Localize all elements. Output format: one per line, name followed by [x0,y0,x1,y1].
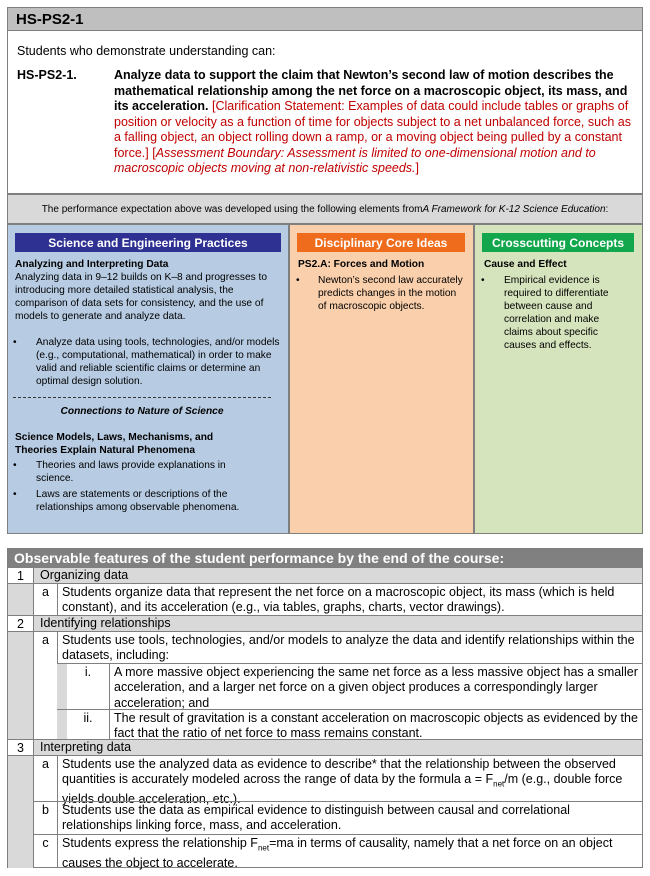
nos-bullet: Theories and laws provide explanations in science. [36,460,226,484]
item-text: Students organize data that represent the net force on a macroscopic object, its mass (which is held constant), and its acceleration (e.g., via tables, graphs, charts, vector drawings). [57,584,642,615]
item-letter: b [33,802,57,834]
item-row [33,801,642,834]
framework-note [7,194,643,224]
framework-note-text: The performance expectation above was developed using the following elements from [41,203,423,215]
item-letter: a [33,584,57,615]
subitem-text: The result of gravitation is a constant acceleration on macroscopic objects as evidenced by the fact that the ratio of net force to mass remains constant. [109,710,642,740]
section-label: Identifying relationships [33,616,642,632]
section-row [8,739,642,755]
dci-bullet-marker: • [296,275,300,286]
subitem-row [57,663,642,709]
item-letter: c [33,835,57,868]
subitem-numeral: ii. [83,711,93,725]
connections-nos: Connections to Nature of Science [60,406,224,417]
item-text [57,835,642,868]
pe-code: HS-PS2-1. [17,68,77,82]
item-text-part: =ma in terms of causality, namely that a net force on an object causes the object to accelerate. [62,836,613,870]
row-gutter [8,756,33,868]
item-text-part: /m (e.g., double force yields double acceleration, etc.). [62,772,623,807]
sep-description: Analyzing data in 9–12 builds on K–8 and progresses to introducing more detailed statistical analysis, the comparison of data sets for consistency, and the use of models to generate and analyze data. [15,272,268,322]
section-number: 2 [17,617,24,631]
sep-divider [13,397,271,398]
boundary-open: [ [152,145,156,160]
framework-note-end: : [605,203,609,215]
section-number: 1 [17,569,24,583]
sep-column [7,224,289,534]
item-text [57,756,642,807]
item-row [8,583,642,615]
dci-title: PS2.A: Forces and Motion [298,259,425,270]
boundary-close: ] [415,161,420,175]
item-letter: a [33,632,57,740]
dci-column [289,224,474,534]
cc-header: Crosscutting Concepts [482,233,634,252]
dci-bullet: Newton’s second law accurately predicts changes in the motion of macroscopic objects. [318,275,463,312]
item-row [8,631,642,663]
cc-bullet: Empirical evidence is required to differentiate between cause and correlation and make claims about specific causes and effects. [504,275,609,351]
sep-bullet: Analyze data using tools, technologies, and/or models (e.g., computational, mathematical) in order to make valid and reliable scientific claims or determine an optimal design solution. [36,337,280,387]
intro-text: Students who demonstrate understanding can: [17,44,276,58]
clarification-statement: [Clarification Statement: Examples of data could include tables or graphs of position or velocity as a function of time for objects subject to a net unbalanced force, such as a falling object, an object rolling down a ramp, or a moving object being pulled by a constant force.] [114,99,631,160]
section-label: Interpreting data [33,740,642,756]
assessment-boundary: Assessment Boundary: Assessment is limited to one-dimensional motion and to macroscopic objects moving at non-relativistic speeds. [114,145,596,175]
pe-statement: Analyze data to support the claim that Newton’s second law of motion describes the mathematical relationship among the net force on a macroscopic object, its mass, and its acceleration. [114,68,628,113]
sep-bullet-marker: • [13,337,17,348]
section-number: 3 [17,741,24,755]
item-text: Students use the data as empirical evidence to distinguish between causal and correlational relationships linking force, mass, and acceleration. [57,802,642,834]
section-label: Organizing data [33,568,642,584]
standard-code-header [7,7,643,31]
item-letter: a [33,756,57,801]
row-gutter [8,584,33,615]
nos-bullet: Laws are statements or descriptions of the relationships among observable phenomena. [36,489,240,513]
pe-statement-block [114,68,634,177]
performance-expectation-box [7,31,643,194]
sep-header: Science and Engineering Practices [15,233,281,252]
observable-features-title: Observable features of the student performance by the end of the course: [8,549,642,567]
subitem-numeral: i. [84,665,92,679]
item-row [33,834,642,870]
observable-features-table [7,548,643,868]
nos-bullet-marker: • [13,460,17,471]
cc-column [474,224,643,534]
subitem-row [57,709,642,739]
item-row [8,755,642,807]
net-subscript: net [493,779,505,789]
net-subscript: net [257,843,270,853]
subitem-text: A more massive object experiencing the same net force as a less massive object has a smaller acceleration, and a larger net force on a given object produces a correspondingly larger acceleration; and [109,664,642,709]
item-text-part: Students use the analyzed data as evidence to describe* that the relationship between the observed quantities is accurately modeled across the range of data by the formula a = F [62,757,616,787]
section-row [8,615,642,631]
dci-header: Disciplinary Core Ideas [297,233,465,252]
sep-title: Analyzing and Interpreting Data [15,259,169,270]
cc-title: Cause and Effect [484,259,567,270]
nos-title: Science Models, Laws, Mechanisms, and Theories Explain Natural Phenomena [15,432,214,456]
section-row [8,567,642,583]
row-gutter [8,632,33,740]
framework-source: A Framework for K-12 Science Education [422,203,606,215]
item-text-part: Students express the relationship F [62,836,258,850]
item-text: Students use tools, technologies, and/or models to analyze the data and identify relationships within the datasets, including: [57,632,642,663]
cc-bullet-marker: • [481,275,485,286]
nos-bullet-marker: • [13,489,17,500]
standard-code: HS-PS2-1 [16,11,84,28]
